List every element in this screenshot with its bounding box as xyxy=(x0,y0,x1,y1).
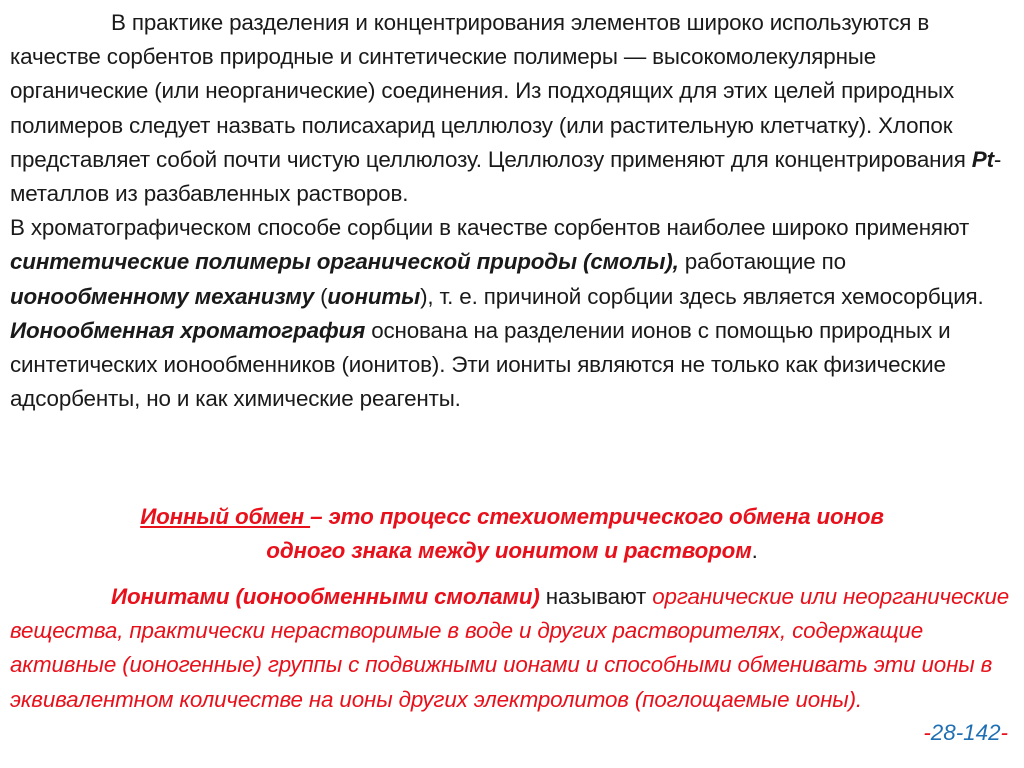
definition-line-2-text: одного знака между ионитом и раствором xyxy=(266,538,752,564)
ion-exchange-definition xyxy=(0,500,1024,568)
ion-exchange-chromatography-term: Ионообменная хроматография xyxy=(10,317,366,343)
ionites-definition-text: органические или неорганические вещества, практически нерастворимые в воде и других растворителях, содержащие активные (ионогенные) группы с подвижными ионами и способными обменивать эти ионы в эквивалентном количестве на ионы других электролитов (поглощаемые ионы). xyxy=(10,584,1010,712)
ionites-paragraph xyxy=(10,580,1016,717)
page-ref-dash-left: - xyxy=(923,720,931,745)
paragraph-sorbents xyxy=(10,6,1016,211)
page-ref-dash-right: - xyxy=(1000,720,1008,745)
paragraph-sorbents-tail: -металлов из разбавленных растворов. xyxy=(10,146,1002,207)
main-text-block xyxy=(10,6,1016,416)
ion-exchange-mechanism-term: ионообменному механизму xyxy=(10,283,315,309)
paragraph-chromatography-text-2: работающие по xyxy=(678,249,846,275)
paragraph-ion-exchange-text: основана на разделении ионов с помощью природных и синтетических ионообменников (ионитов). Эти иониты являются не только как физические адсорбенты, но и как химические реагенты. xyxy=(10,317,951,412)
synthetic-polymers-term: синтетические полимеры органической природы (смолы), xyxy=(10,249,679,275)
definition-line-1 xyxy=(0,500,1024,534)
ionites-verb: называют xyxy=(539,584,653,609)
definition-period: . xyxy=(751,538,758,564)
ionites-definition xyxy=(10,580,1016,717)
paragraph-ion-exchange-chromatography xyxy=(10,314,1016,417)
paragraph-sorbents-text: В практике разделения и концентрирования элементов широко используются в качестве сорбентов природные и синтетические полимеры — высокомолекулярные органические (или неорганические) соединения. Из подходящих для этих целей природных полимеров следует назвать полисахарид целлюлозу (или растительную клетчатку). Хлопок представляет собой почти чистую целлюлозу. Целлюлозу применяют для концентрирования xyxy=(10,10,972,172)
paragraph-chromatography-text-4: ), т. е. причиной сорбции здесь является хемосорбция. xyxy=(420,283,984,309)
ionites-resins-term: Ионитами (ионообменными смолами) xyxy=(111,584,540,609)
ionites-term: иониты xyxy=(327,283,421,309)
definition-line-2 xyxy=(0,534,1024,568)
pt-symbol: Pt xyxy=(971,146,994,172)
paragraph-chromatography-text-3: ( xyxy=(314,283,328,309)
paragraph-chromatography xyxy=(10,211,1016,314)
definition-term: Ионный обмен xyxy=(140,504,311,529)
paragraph-chromatography-text-1: В хроматографическом способе сорбции в качестве сорбентов наиболее широко применяют xyxy=(10,215,970,241)
page-ref-number: 28-142 xyxy=(930,720,1001,745)
page-reference xyxy=(923,716,1008,750)
definition-line-1-text: – это процесс стехиометрического обмена ионов xyxy=(310,504,884,529)
